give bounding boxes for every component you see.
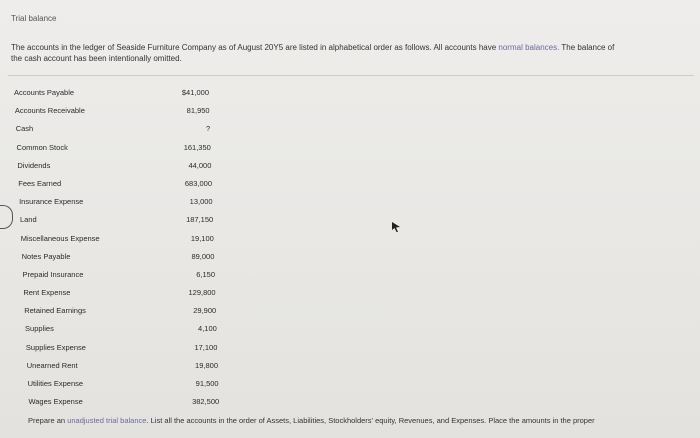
account-row: [14, 266, 254, 284]
intro-text-end: The balance of: [559, 43, 615, 52]
account-amount: 19,100: [190, 233, 214, 243]
account-row: [14, 284, 254, 302]
account-name: Supplies Expense: [25, 342, 86, 352]
account-amount: ?: [206, 124, 211, 134]
instructions-post: . List all the accounts in the order of Assets, Liabilities, Stockholders' equity, Revenues, and Expenses. Place the amounts in the proper: [146, 416, 595, 425]
account-amount: 81,950: [186, 106, 210, 116]
normal-balances-link[interactable]: normal balances.: [498, 43, 560, 52]
account-row: [14, 339, 254, 357]
intro-text-line2: the cash account has been intentionally omitted.: [11, 54, 182, 63]
account-name: Retained Earnings: [24, 306, 86, 316]
account-name: Notes Payable: [21, 251, 71, 261]
account-row: [14, 211, 254, 229]
collapse-tab[interactable]: [0, 205, 13, 229]
account-row: [14, 230, 254, 248]
account-row: [14, 302, 254, 320]
account-name: Accounts Payable: [14, 88, 75, 97]
account-amount: 29,900: [193, 306, 217, 316]
divider: [8, 75, 694, 76]
account-amount: 187,150: [186, 215, 214, 225]
intro-paragraph: [11, 42, 691, 64]
account-amount: 44,000: [188, 160, 212, 170]
account-name: Miscellaneous Expense: [20, 233, 100, 243]
account-amount: 6,150: [196, 269, 215, 279]
account-row: [14, 139, 254, 157]
accounts-list: [14, 84, 254, 411]
account-row: [14, 248, 254, 266]
mouse-cursor-icon: [392, 222, 400, 232]
account-amount: 91,500: [195, 379, 219, 388]
account-name: Fees Earned: [18, 178, 62, 188]
account-amount: $41,000: [181, 88, 209, 97]
account-row: [14, 193, 254, 211]
account-row: [14, 175, 254, 193]
intro-text: The accounts in the ledger of Seaside Furniture Company as of August 20Y5 are listed in alphabetical order as follows. All accounts have: [11, 43, 499, 52]
account-amount: 161,350: [183, 142, 211, 152]
account-row: [14, 157, 254, 175]
page-title: Trial balance: [11, 14, 57, 23]
account-amount: 4,100: [198, 324, 217, 334]
account-name: Wages Expense: [28, 397, 83, 407]
account-amount: 382,500: [192, 397, 220, 407]
account-name: Utilities Expense: [27, 379, 84, 388]
account-name: Prepaid Insurance: [22, 269, 84, 279]
account-name: Land: [19, 215, 37, 225]
account-name: Insurance Expense: [19, 197, 84, 207]
account-row: [14, 120, 254, 138]
account-row: [14, 320, 254, 338]
account-name: Supplies: [25, 324, 54, 334]
account-name: Dividends: [17, 160, 51, 170]
account-name: Common Stock: [16, 142, 68, 152]
account-amount: 17,100: [194, 342, 218, 352]
account-amount: 19,800: [195, 360, 218, 370]
unadjusted-trial-balance-link[interactable]: unadjusted trial balance: [67, 416, 147, 425]
account-name: Unearned Rent: [26, 360, 78, 370]
account-row: [14, 375, 254, 393]
instructions-pre: Prepare an: [28, 416, 68, 425]
account-row: [14, 357, 254, 375]
account-name: Accounts Receivable: [14, 106, 85, 116]
account-row: [14, 84, 254, 102]
account-name: Cash: [15, 124, 34, 134]
account-row: [14, 393, 254, 411]
account-amount: 129,800: [188, 288, 216, 298]
account-name: Rent Expense: [23, 288, 71, 298]
account-row: [14, 102, 254, 120]
instructions-text: [28, 416, 595, 425]
account-amount: 13,000: [189, 197, 213, 207]
account-amount: 89,000: [191, 251, 215, 261]
account-amount: 683,000: [184, 178, 212, 188]
